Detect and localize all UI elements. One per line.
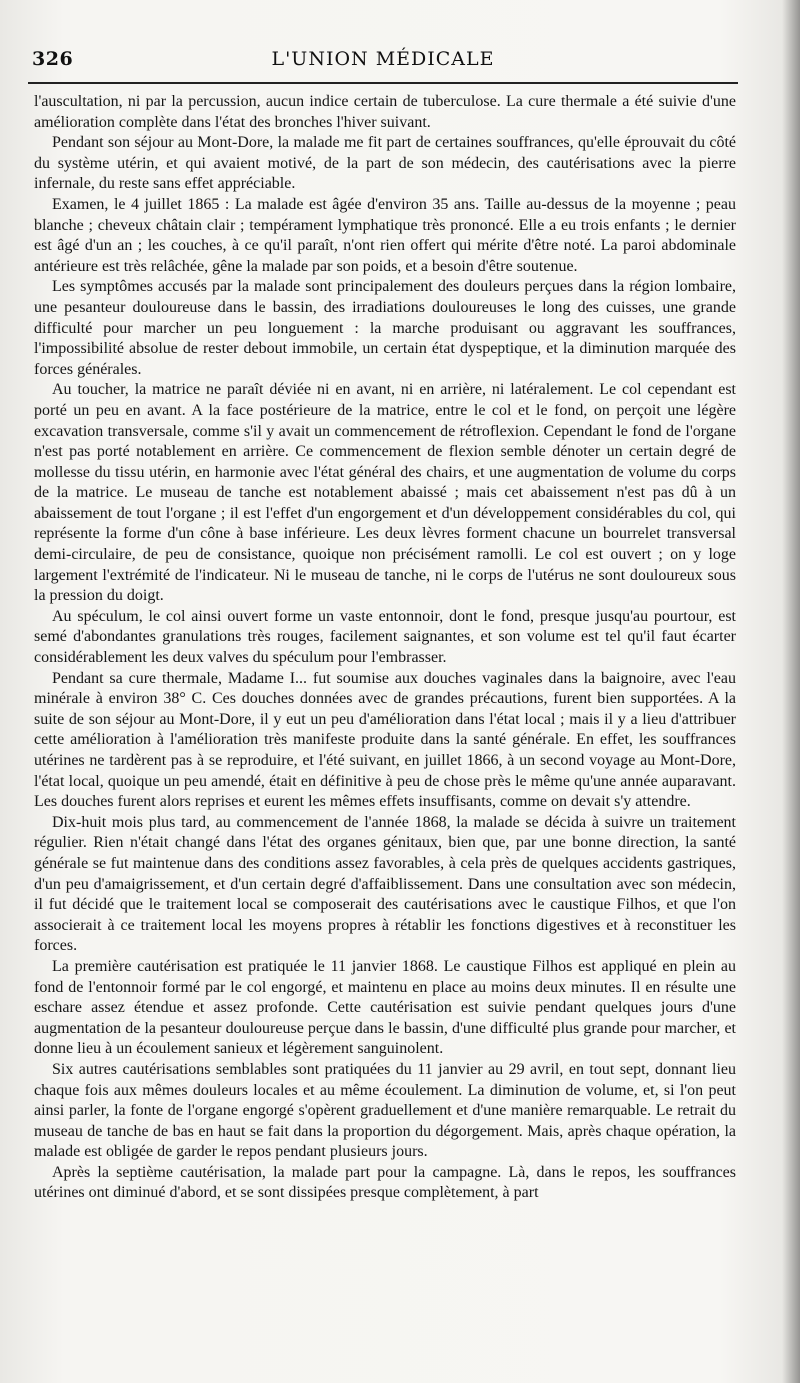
paragraph: Pendant son séjour au Mont-Dore, la malade me fit part de certaines souffrances, qu'elle éprouvait du côté du système utérin, et qui avaient motivé, de la part de son médecin, des cautérisations avec la pierre infernale, du reste sans effet appréciable. <box>34 134 736 193</box>
paragraph: Pendant sa cure thermale, Madame I... fut soumise aux douches vaginales dans la baignoire, avec l'eau minérale à environ 38° C. Ces douches données avec de grandes précautions, furent bien supportées. A la suite de son séjour au Mont-Dore, il y eut un peu d'amélioration dans l'état local ; mais il y a lieu d'attribuer cette amélioration à l'amélioration très manifeste produite dans la santé générale. En effet, les souffrances utérines ne tardèrent pas à se reproduire, et l'été suivant, en juillet 1866, à un second voyage au Mont-Dore, l'état local, quoique un peu amendé, était en définitive à peu de chose près le même qu'une année auparavant. Les douches furent alors reprises et eurent les mêmes effets insuffisants, comme on devait s'y attendre. <box>34 669 736 811</box>
paragraph: La première cautérisation est pratiquée le 11 janvier 1868. Le caustique Filhos est appliqué en plein au fond de l'entonnoir formé par le col engorgé, et maintenu en place au moins deux minutes. Il en résulte une eschare assez étendue et assez profonde. Cette cautérisation est suivie pendant quelques jours d'une augmentation de la pesanteur douloureuse perçue dans le bassin, d'une difficulté plus grande pour marcher, et donne lieu à un écoulement sanieux et légèrement sanguinolent. <box>34 957 736 1058</box>
paragraph: l'auscultation, ni par la percussion, aucun indice certain de tuberculose. La cure thermale a été suivie d'une amélioration complète dans l'état des bronches l'hiver suivant. <box>34 93 736 131</box>
paragraph: Les symptômes accusés par la malade sont principalement des douleurs perçues dans la région lombaire, une pesanteur douloureuse dans le bassin, des irradiations douloureuses le long des cuisses, une grande difficulté pour marcher un peu longuement : la marche produisant ou aggravant les souffrances, l'impossibilité absolue de rester debout immobile, un certain état dyspeptique, et la diminution marquée des forces générales. <box>34 278 736 378</box>
paragraph: Examen, le 4 juillet 1865 : La malade est âgée d'environ 35 ans. Taille au-dessus de la moyenne ; peau blanche ; cheveux châtain clair ; tempérament lymphatique très prononcé. Elle a eu trois enfants ; le dernier est âgé d'un an ; les couches, à ce qu'il paraît, n'ont rien offert qui mérite d'être noté. La paroi abdominale antérieure est très relâchée, gêne la malade par son poids, et a besoin d'être soutenue. <box>34 195 736 275</box>
header-rule <box>28 82 738 84</box>
article-body <box>34 92 736 1204</box>
running-title: L'UNION MÉDICALE <box>271 48 495 70</box>
paragraph: Après la septième cautérisation, la malade part pour la campagne. Là, dans le repos, les souffrances utérines ont diminué d'abord, et se sont dissipées presque complètement, à part <box>34 1163 736 1202</box>
paragraph: Dix-huit mois plus tard, au commencement de l'année 1868, la malade se décida à suivre un traitement régulier. Rien n'était changé dans l'état des organes génitaux, bien que, par une bonne direction, la santé générale se fut maintenue dans des conditions assez favorables, à cela près de quelques accidents gastriques, d'un peu d'amaigrissement, et d'un certain degré d'affaiblissement. Dans une consultation avec son médecin, il fut décidé que le traitement local se composerait des cautérisations avec le caustique Filhos, et que l'on associerait à ce traitement local les moyens propres à rétablir les fonctions digestives et à reconstituer les forces. <box>34 813 736 955</box>
page-header <box>28 40 738 76</box>
page-number: 326 <box>32 48 74 70</box>
paragraph: Au spéculum, le col ainsi ouvert forme un vaste entonnoir, dont le fond, presque jusqu'au pourtour, est semé d'abondantes granulations très rouges, facilement saignantes, et son volume est tel qu'il faut écarter considérablement les deux valves du spéculum pour l'embrasser. <box>34 607 736 667</box>
paragraph: Au toucher, la matrice ne paraît déviée ni en avant, ni en arrière, ni latéralement. Le col cependant est porté un peu en avant. A la face postérieure de la matrice, entre le col et le fond, on perçoit une légère excavation transversale, comme s'il y avait un commencement de rétroflexion. Cependant le fond de l'organe n'est pas porté notablement en arrière. Ce commencement de flexion semble dénoter un certain degré de mollesse du tissu utérin, en harmonie avec l'état général des chairs, et une augmentation de volume du corps de la matrice. Le museau de tanche est notablement abaissé ; mais cet abaissement n'est pas dû à un abaissement de tout l'organe ; il est l'effet d'un engorgement et d'un développement considérables du col, qui représente la forme d'un cône à base inférieure. Les deux lèvres forment chacune un bourrelet transversal demi-circulaire, de peu de consistance, quoique non précisément ramolli. Le col est ouvert ; on y loge largement l'extrémité de l'indicateur. Ni le museau de tanche, ni le corps de l'utérus ne sont douloureux sous la pression du doigt. <box>34 381 736 605</box>
page-edge-shadow <box>782 0 800 1383</box>
paragraph: Six autres cautérisations semblables sont pratiquées du 11 janvier au 29 avril, en tout sept, donnant lieu chaque fois aux mêmes douleurs locales et au même écoulement. La diminution de volume, et, si l'on peut ainsi parler, la fonte de l'organe engorgé s'opèrent graduellement et d'une manière remarquable. Le retrait du museau de tanche de bas en haut se fait dans la proportion du dégorgement. Mais, après chaque opération, la malade est obligée de garder le repos pendant plusieurs jours. <box>34 1060 736 1161</box>
